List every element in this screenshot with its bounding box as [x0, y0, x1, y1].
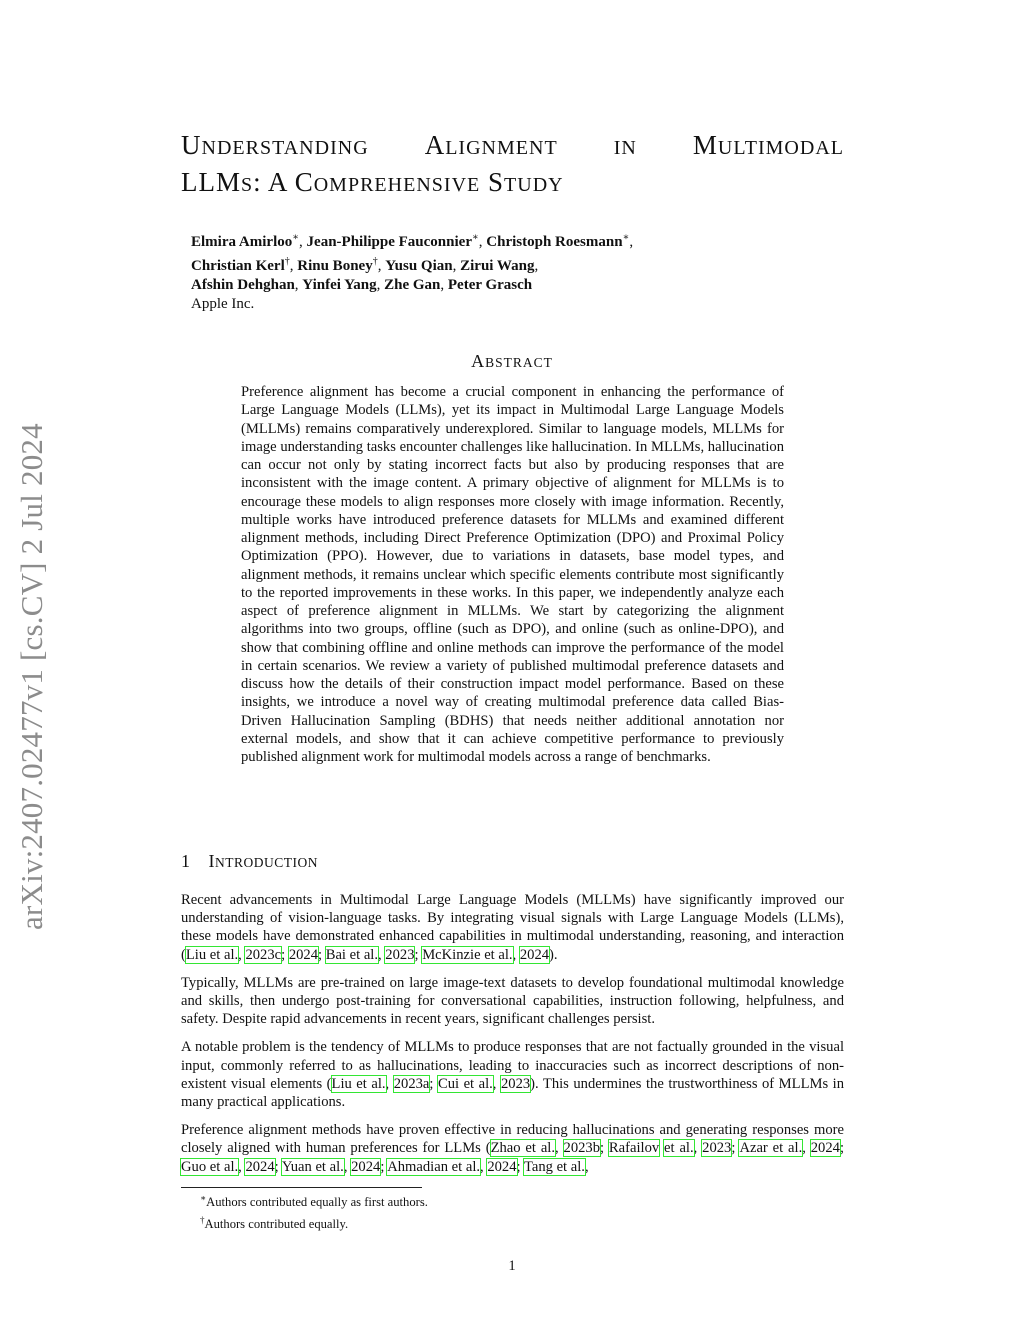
affiliation: Apple Inc.: [191, 296, 255, 312]
paragraph-text: ). This undermines the trustworthiness of MLLMs in many practical applications.: [181, 1075, 845, 1111]
citation-sep: ;: [318, 946, 326, 963]
author-name: Zhe Gan: [384, 277, 441, 293]
author-name: Jean-Philippe Fauconnier: [306, 234, 472, 250]
arxiv-stamp: arXiv:2407.02477v1 [cs.CV] 2 Jul 2024: [14, 423, 49, 930]
body-text: [181, 891, 844, 1186]
citation-sep: ;: [731, 1140, 740, 1157]
citation-link[interactable]: Zhao et al.: [490, 1140, 555, 1157]
paragraph-text: A notable problem is the tendency of MLLMs to produce responses that are not factually grounded in the visual input, commonly referred to as hallucinations, leading to inaccuracies such as incorrect descriptions of non-existent visual elements (: [181, 1039, 844, 1092]
footnote-mark: †: [200, 1215, 205, 1226]
citation-sep: ,: [238, 1158, 246, 1175]
citation-link[interactable]: 2023b: [563, 1140, 600, 1157]
abstract-text: Preference alignment has become a crucial component in enhancing the performance of Large Language Models (LLMs), yet its impact in Multimodal Large Language Models (MLLMs) remains comparatively underexplored. Similar to language models, MLLMs for image understanding tasks encounter challenges like hallucination. In MLLMs, hallucination can occur not only by stating incorrect facts but also by producing responses that are inconsistent with the image content. A primary objective of alignment for MLLMs is to encourage these models to align responses more closely with image information. Recently, multiple works have introduced preference datasets for MLLMs and examined different alignment methods, including Direct Preference Optimization (DPO) and Proximal Policy Optimization (PPO). However, due to variations in datasets, base model types, and alignment methods, it remains unclear which specific elements contribute most significantly to the reported improvements in these works. In this paper, we independently analyze each aspect of preference alignment in MLLMs. We start by categorizing the alignment algorithms into two groups, offline (such as DPO), and online (such as online-DPO), and show that combining offline and online methods can improve the performance of the model in certain scenarios. We review a variety of published multimodal preference datasets and discuss how the details of their construction impact model performance. Based on these insights, we introduce a novel way of creating multimodal preference data called Bias-Driven Hallucination Sampling (BDHS) that needs neither additional annotation nor external models, and show that it can achieve competitive performance to previously published alignment work for multimodal models across a range of benchmarks.: [241, 384, 784, 765]
citation-sep: ,: [238, 946, 246, 963]
citation-link[interactable]: 2023c: [245, 946, 282, 963]
author-mark: ∗: [292, 232, 300, 243]
citation-link[interactable]: Azar et al.: [739, 1140, 803, 1157]
title-line-2: LLMS: A COMPREHENSIVE STUDY: [181, 167, 564, 197]
paragraph: Typically, MLLMs are pre-trained on large image-text datasets to develop foundational multimodal knowledge and skills, then undergo post-training for conversational capabilities, instruction following, helpfulness, and safety. Despite rapid advancements in recent years, significant challenges persist.: [181, 974, 844, 1028]
title-word: ALIGNMENT: [424, 130, 558, 160]
author-name: Peter Grasch: [447, 277, 533, 293]
citation-sep: ;: [600, 1140, 609, 1157]
author-name: Christoph Roesmann: [486, 234, 623, 250]
citation-link[interactable]: Bai et al.: [325, 946, 378, 963]
citation-link[interactable]: Cui et al.: [437, 1075, 493, 1092]
section-number: 1: [181, 851, 191, 871]
citation-link[interactable]: 2024: [351, 1158, 381, 1175]
author-block: Elmira Amirloo∗, Jean-Philippe Fauconnier∗, Christoph Roesmann∗, Christian Kerl†, Rinu Boney†, Yusu Qian, Zirui Wang, Afshin Dehghan, Yinfei Yang, Zhe Gan, Peter Grasch Apple Inc.: [191, 228, 791, 314]
section-title: INTRODUCTION: [208, 851, 319, 871]
author-name: Zirui Wang: [460, 258, 535, 274]
paragraph: [181, 891, 844, 964]
paper-title: [181, 128, 844, 202]
author-name: Yusu Qian: [385, 258, 453, 274]
author-name: Yinfei Yang: [302, 277, 377, 293]
citation-sep: ,: [584, 1158, 589, 1175]
citation-sep: ,: [480, 1158, 488, 1175]
author-name: Elmira Amirloo: [191, 234, 293, 250]
title-word: MULTIMODAL: [692, 130, 844, 160]
citation-sep: ;: [274, 1158, 282, 1175]
citation-link[interactable]: 2023a: [393, 1075, 430, 1092]
footnote-mark: ∗: [200, 1193, 207, 1203]
citation-sep: ).: [549, 946, 558, 963]
citation-link[interactable]: McKinzie et al.: [422, 946, 513, 963]
paragraph: [181, 1121, 844, 1176]
title-word: IN: [613, 137, 637, 159]
citation-link[interactable]: 2024: [810, 1140, 840, 1157]
author-mark: ∗: [471, 232, 479, 243]
author-mark: †: [372, 256, 378, 267]
page-number: 1: [508, 1258, 516, 1274]
citation-sep: ,: [385, 1075, 394, 1092]
citation-sep: ,: [343, 1158, 352, 1175]
title-word: UNDERSTANDING: [181, 130, 369, 160]
footnote-text: Authors contributed equally.: [204, 1217, 349, 1232]
author-name: Afshin Dehghan: [191, 277, 295, 293]
footnote-rule: [181, 1187, 422, 1188]
citation-sep: ;: [839, 1140, 844, 1157]
citation-link[interactable]: Guo et al.: [181, 1158, 239, 1175]
citation-link[interactable]: 2023: [385, 946, 415, 963]
footnote: [200, 1211, 428, 1233]
citation-link[interactable]: 2024: [487, 1158, 517, 1175]
citation-link[interactable]: 2023: [500, 1075, 531, 1092]
footnote-text: Authors contributed equally as first authors.: [206, 1195, 428, 1210]
citation-sep: ;: [429, 1075, 438, 1092]
citation-link[interactable]: Yuan et al.: [281, 1158, 344, 1175]
citation-link[interactable]: Tang et al.: [523, 1158, 585, 1175]
citation-sep: ,: [512, 946, 520, 963]
author-mark: ∗: [622, 232, 630, 243]
citation-link[interactable]: et al.: [664, 1140, 694, 1157]
author-name: Christian Kerl: [191, 258, 285, 274]
citation-link[interactable]: Ahmadian et al.: [387, 1158, 481, 1175]
author-mark: †: [284, 256, 290, 267]
paragraph-text: Recent advancements in Multimodal Large Language Models (MLLMs) have significantly improved our understanding of vision-language tasks. By integrating visual signals with Large Language Models (LLMs), these models have demonstrated enhanced capabilities in multimodal understanding, reasoning, and interaction (: [181, 892, 844, 963]
author-name: Rinu Boney: [297, 258, 373, 274]
citation-sep: ,: [555, 1140, 564, 1157]
footnotes: [200, 1189, 428, 1233]
paragraph: [181, 1038, 844, 1111]
citation-link[interactable]: Rafailov: [608, 1140, 660, 1157]
abstract-heading: ABSTRACT: [471, 351, 553, 371]
citation-sep: ,: [802, 1140, 811, 1157]
citation-link[interactable]: 2024: [245, 1158, 275, 1175]
footnote: [200, 1189, 428, 1211]
citation-link[interactable]: 2024: [519, 946, 550, 963]
citation-link[interactable]: 2024: [288, 946, 319, 963]
citation-link[interactable]: 2023: [702, 1140, 732, 1157]
citation-sep: ;: [516, 1158, 524, 1175]
citation-sep: ;: [281, 946, 289, 963]
section-heading: [181, 851, 318, 872]
citation-sep: ,: [378, 946, 386, 963]
citation-sep: ;: [414, 946, 423, 963]
citation-sep: ,: [693, 1140, 703, 1157]
citation-link[interactable]: Liu et al.: [331, 1075, 386, 1092]
citation-sep: ;: [380, 1158, 388, 1175]
citation-link[interactable]: Liu et al.: [185, 946, 239, 963]
citation-sep: ,: [492, 1075, 501, 1092]
paragraph-text: Preference alignment methods have proven effective in reducing hallucinations and generating responses more closely aligned with human preferences for LLMs (: [181, 1122, 844, 1157]
